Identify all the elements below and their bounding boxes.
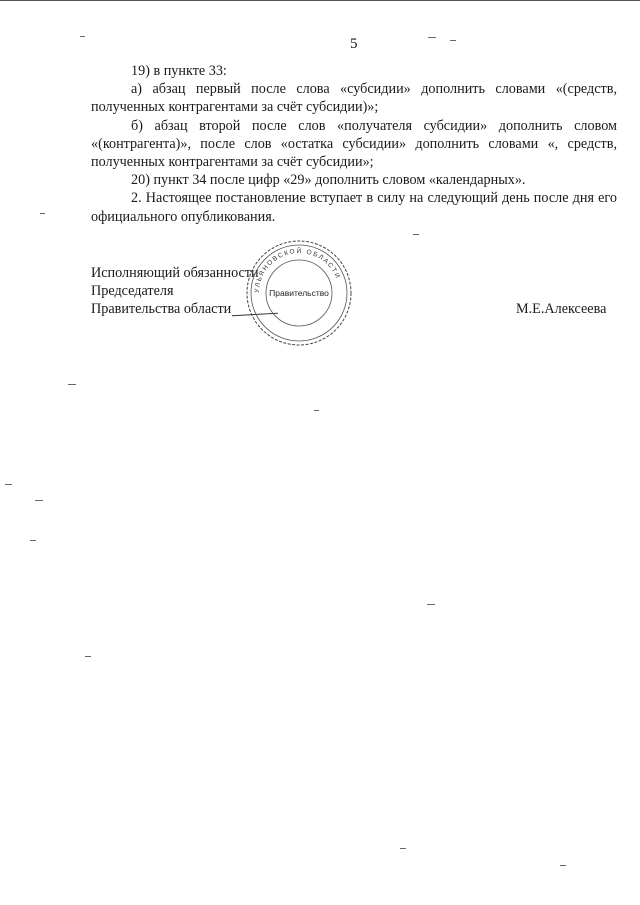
top-border-line (0, 0, 640, 1)
signatory-title-line2: Председателя (91, 283, 174, 300)
scan-speck (5, 484, 12, 485)
paragraph-item-19: 19) в пункте 33: (131, 63, 227, 79)
scan-speck (450, 40, 456, 41)
scan-speck (400, 848, 406, 849)
scan-speck (427, 604, 435, 605)
scan-speck (560, 865, 566, 866)
paragraph-item-20: 20) пункт 34 после цифр «29» дополнить словом «календарных». (131, 172, 526, 189)
scan-speck (413, 234, 419, 235)
official-seal-stamp (244, 238, 354, 348)
scan-speck (68, 384, 76, 385)
scan-speck (35, 500, 43, 501)
scan-speck (314, 410, 319, 411)
scan-speck (30, 540, 36, 541)
signatory-title-line1: Исполняющий обязанности (91, 265, 259, 281)
paragraph-subitem-a: а) абзац первый после слова «субсидии» дополнить словами «(средств, полученных контрагентами за счёт субсидии)»; (91, 81, 617, 116)
document-body (91, 62, 617, 226)
paragraph-subitem-b: б) абзац второй после слов «получателя субсидии» дополнить словом «(контрагента)», после слов «остатка субсидии» дополнить словами «, средств, полученных контрагентами за счёт субсидии»; (91, 117, 617, 171)
signatory-title (91, 264, 259, 319)
signatory-name: М.Е.Алексеева (516, 301, 607, 317)
scan-speck (40, 213, 45, 214)
scan-speck (85, 656, 91, 657)
paragraph-effective-date: 2. Настоящее постановление вступает в силу на следующий день после дня его официального опубликования. (91, 190, 617, 225)
scan-speck (80, 36, 85, 37)
signatory-title-line3: Правительства области (91, 301, 232, 318)
stamp-center-text: Правительство (269, 288, 329, 298)
stamp-ring-text: УЛЬЯНОВСКОЙ ОБЛАСТИ (253, 247, 342, 294)
scan-speck (428, 37, 436, 38)
page-number: 5 (350, 36, 358, 52)
